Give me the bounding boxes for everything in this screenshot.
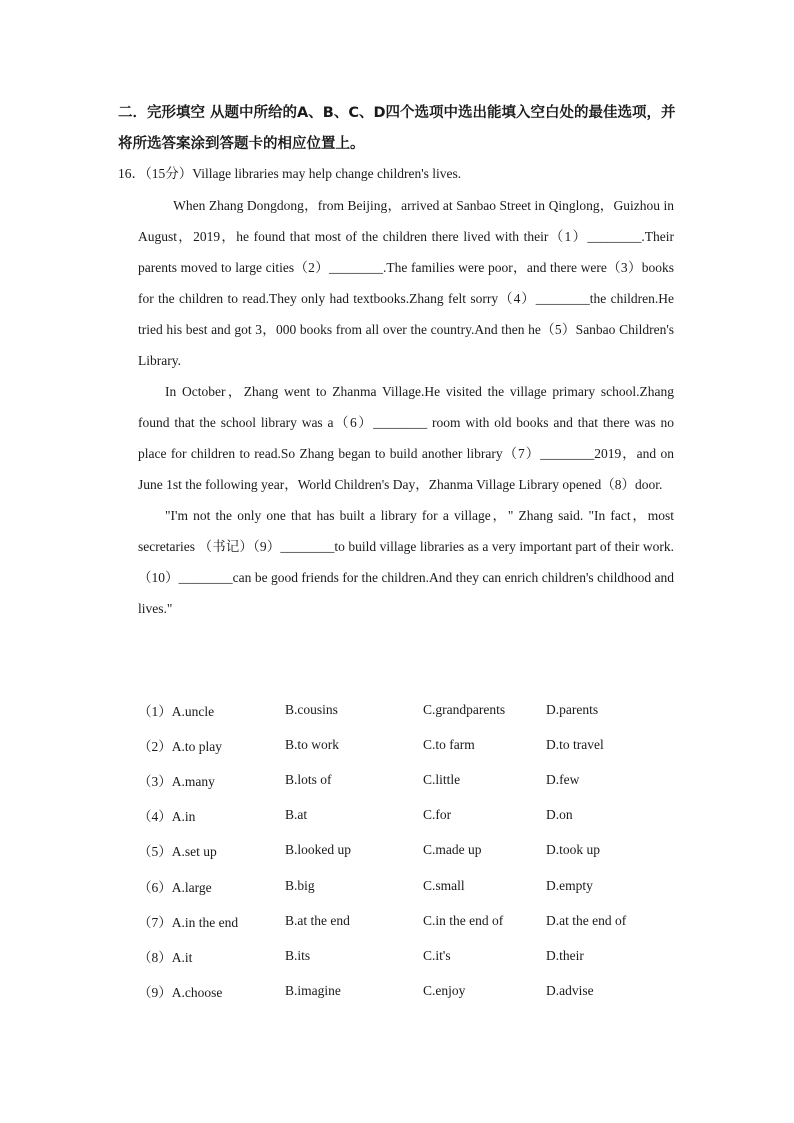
option-c[interactable]: C.little (423, 771, 461, 787)
option-a-cell (138, 692, 285, 727)
option-row-1 (138, 692, 678, 727)
section-heading: 二．完形填空 从题中所给的A、B、C、D四个选项中选出能填入空白处的最佳选项，并将所选答案涂到答题卡的相应位置上。 (118, 105, 676, 152)
option-d-cell (546, 903, 678, 938)
option-number: （4） (138, 809, 172, 825)
option-row-5 (138, 833, 678, 868)
option-row-8 (138, 938, 678, 973)
option-c[interactable]: C.made up (423, 842, 482, 858)
option-number: （9） (138, 985, 172, 1001)
option-number: （7） (138, 914, 172, 930)
option-b[interactable]: B.at the end (285, 912, 350, 928)
question-title: Village libraries may help change children's lives. (192, 166, 462, 181)
option-a[interactable]: A.uncle (171, 703, 215, 719)
option-d[interactable]: D.on (546, 807, 573, 823)
option-a-cell (138, 868, 285, 903)
option-b-cell (285, 938, 423, 973)
option-a[interactable]: A.in the end (171, 914, 239, 930)
option-d-cell (546, 727, 678, 762)
option-c[interactable]: C.to farm (423, 736, 475, 752)
passage-paragraph-2: In October，Zhang went to Zhanma Village.He visited the village primary school.Zhang found that the school library was a（6）________ room with old books and that there was no place for children to read.So Zhang began to build another library（7）________2019，and on June 1st the following year，World Children's Day，Zhanma Village Library opened（8）door. (138, 384, 674, 492)
option-a[interactable]: A.to play (171, 738, 222, 754)
option-b[interactable]: B.lots of (285, 771, 332, 787)
option-c-cell (423, 727, 546, 762)
question-number: 16． (118, 166, 145, 181)
question-points: （15分） (145, 166, 193, 181)
option-row-3 (138, 762, 678, 797)
option-row-6 (138, 868, 678, 903)
option-d-cell (546, 974, 678, 1009)
option-b[interactable]: B.at (285, 807, 308, 823)
passage-paragraph-1: When Zhang Dongdong，from Beijing，arrived at Sanbao Street in Qinglong，Guizhou in August，2019，he found that most of the children there lived with their（1）________.Their parents moved to large cities（2）________.The families were poor，and there were（3）books for the children to read.They only had textbooks.Zhang felt sorry（4）________the children.He tried his best and got 3，000 books from all over the country.And then he（5）Sanbao Children's Library. (138, 198, 674, 368)
option-c[interactable]: C.for (423, 807, 452, 823)
option-c-cell (423, 974, 546, 1009)
option-a-cell (138, 798, 285, 833)
option-a[interactable]: A.it (171, 949, 193, 965)
option-a[interactable]: A.large (171, 879, 212, 895)
option-row-2 (138, 727, 678, 762)
option-d-cell (546, 762, 678, 797)
option-number: （5） (138, 844, 172, 860)
option-c-cell (423, 798, 546, 833)
option-d[interactable]: D.empty (546, 877, 593, 893)
option-b[interactable]: B.cousins (285, 701, 338, 717)
option-d[interactable]: D.advise (546, 983, 594, 999)
option-d-cell (546, 798, 678, 833)
option-b-cell (285, 903, 423, 938)
option-b[interactable]: B.looked up (285, 842, 351, 858)
option-b[interactable]: B.imagine (285, 983, 341, 999)
option-a-cell (138, 762, 285, 797)
option-b-cell (285, 762, 423, 797)
option-a-cell (138, 903, 285, 938)
option-row-9 (138, 974, 678, 1009)
option-c[interactable]: C.in the end of (423, 912, 504, 928)
option-b-cell (285, 868, 423, 903)
option-c-cell (423, 762, 546, 797)
option-c-cell (423, 903, 546, 938)
option-number: （2） (138, 738, 172, 754)
option-d-cell (546, 833, 678, 868)
option-c[interactable]: C.grandparents (423, 701, 506, 717)
option-number: （8） (138, 949, 172, 965)
passage-paragraph-3: "I'm not the only one that has built a library for a village，" Zhang said. "In fact，most secretaries （书记）（9）________to build village libraries as a very important part of their work.（10）________can be good friends for the children.And they can enrich children's childhood and lives." (138, 508, 674, 616)
option-d[interactable]: D.their (546, 947, 584, 963)
option-b[interactable]: B.to work (285, 736, 339, 752)
question-header (118, 164, 461, 184)
option-a-cell (138, 833, 285, 868)
option-c-cell (423, 868, 546, 903)
option-c[interactable]: C.enjoy (423, 983, 466, 999)
option-a-cell (138, 974, 285, 1009)
option-a[interactable]: A.in (171, 809, 196, 825)
option-number: （3） (138, 773, 172, 789)
option-number: （1） (138, 703, 172, 719)
option-d[interactable]: D.at the end of (546, 912, 627, 928)
option-a[interactable]: A.many (171, 773, 215, 789)
option-row-7 (138, 903, 678, 938)
option-a-cell (138, 938, 285, 973)
option-d[interactable]: D.few (546, 771, 580, 787)
option-c-cell (423, 692, 546, 727)
option-d-cell (546, 938, 678, 973)
option-b-cell (285, 727, 423, 762)
option-b-cell (285, 798, 423, 833)
option-c-cell (423, 938, 546, 973)
option-b-cell (285, 692, 423, 727)
option-d[interactable]: D.to travel (546, 736, 604, 752)
option-number: （6） (138, 879, 172, 895)
option-c[interactable]: C.small (423, 877, 465, 893)
option-a[interactable]: A.set up (171, 844, 217, 860)
option-a[interactable]: A.choose (171, 985, 223, 1001)
cloze-passage (138, 190, 674, 624)
option-c-cell (423, 833, 546, 868)
option-b-cell (285, 833, 423, 868)
option-b[interactable]: B.big (285, 877, 315, 893)
option-row-4 (138, 798, 678, 833)
option-b-cell (285, 974, 423, 1009)
option-c[interactable]: C.it's (423, 947, 451, 963)
option-b[interactable]: B.its (285, 947, 311, 963)
option-a-cell (138, 727, 285, 762)
option-d-cell (546, 692, 678, 727)
option-d[interactable]: D.parents (546, 701, 599, 717)
options-table (138, 692, 678, 1009)
option-d[interactable]: D.took up (546, 842, 600, 858)
option-d-cell (546, 868, 678, 903)
